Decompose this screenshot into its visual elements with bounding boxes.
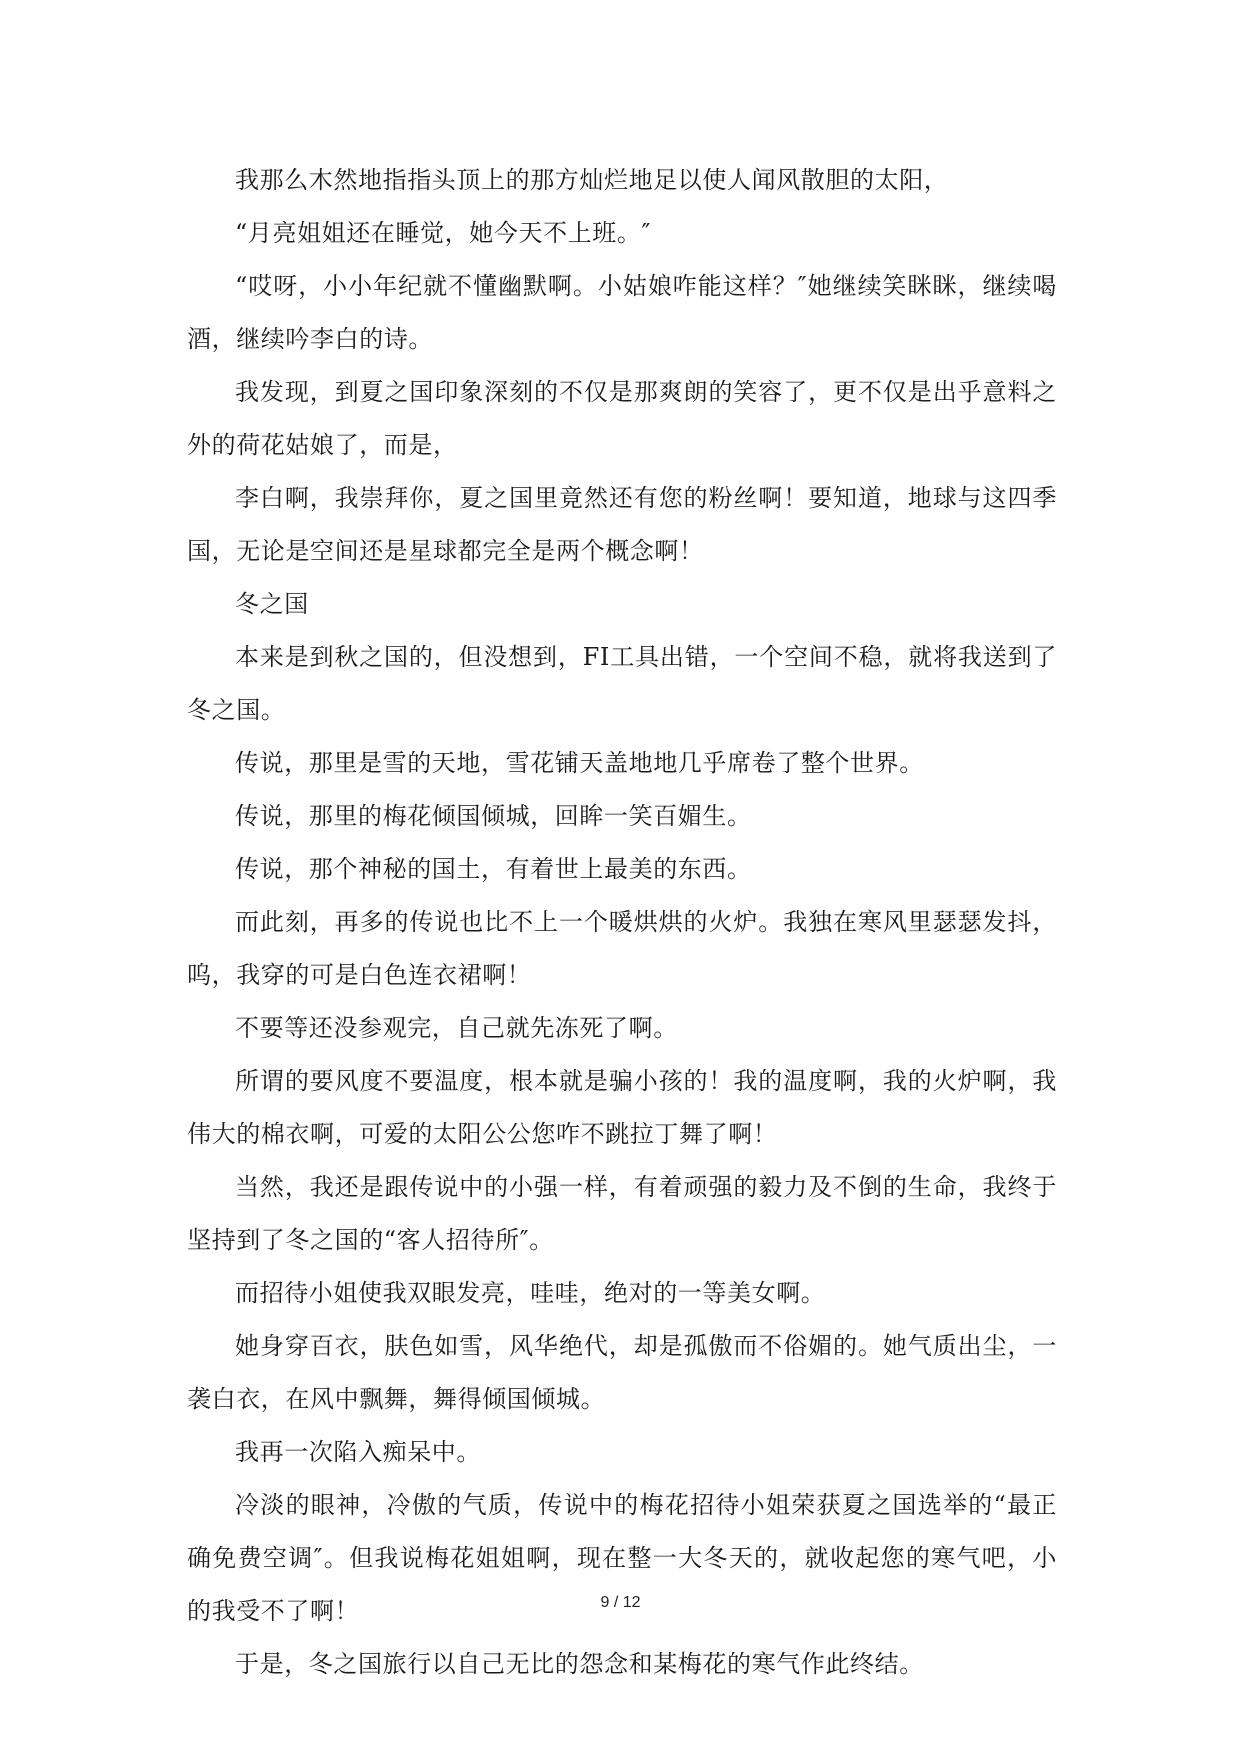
paragraph: 而此刻，再多的传说也比不上一个暖烘烘的火炉。我独在寒风里瑟瑟发抖，呜，我穿的可是白色连衣裙啊！ <box>187 908 1057 989</box>
paragraph: 冷淡的眼神，冷傲的气质，传说中的梅花招待小姐荣获夏之国选举的“最正确免费空调″。但我说梅花姐姐啊，现在整一大冬天的，就收起您的寒气吧，小的我受不了啊！ <box>187 1491 1057 1625</box>
page-number: 9 / 12 <box>600 1594 641 1611</box>
paragraph: 传说，那里是雪的天地，雪花铺天盖地地几乎席卷了整个世界。 <box>235 749 924 777</box>
paragraph: 本来是到秋之国的，但没想到，FI工具出错，一个空间不稳，就将我送到了冬之国。 <box>187 643 1057 724</box>
paragraph: 我那么木然地指指头顶上的那方灿烂地足以使人闻风散胆的太阳， <box>235 166 949 194</box>
section-heading: 冬之国 <box>235 590 309 618</box>
paragraph: 于是，冬之国旅行以自己无比的怨念和某梅花的寒气作此终结。 <box>235 1650 924 1678</box>
paragraph: 传说，那里的梅花倾国倾城，回眸一笑百媚生。 <box>235 802 752 830</box>
page-body <box>187 154 1057 1691</box>
paragraph: 她身穿百衣，肤色如雪，风华绝代，却是孤傲而不俗媚的。她气质出尘，一袭白衣，在风中飘舞，舞得倾国倾城。 <box>187 1332 1057 1413</box>
paragraph: 李白啊，我崇拜你，夏之国里竟然还有您的粉丝啊！要知道，地球与这四季国，无论是空间还是星球都完全是两个概念啊！ <box>187 484 1057 565</box>
paragraph: “哎呀，小小年纪就不懂幽默啊。小姑娘咋能这样？″她继续笑眯眯，继续喝酒，继续吟李白的诗。 <box>187 272 1057 353</box>
paragraph: 不要等还没参观完，自己就先冻死了啊。 <box>235 1014 678 1042</box>
paragraph: 我再一次陷入痴呆中。 <box>235 1438 481 1466</box>
paragraph: 而招待小姐使我双眼发亮，哇哇，绝对的一等美女啊。 <box>235 1279 826 1307</box>
paragraph: 传说，那个神秘的国土，有着世上最美的东西。 <box>235 855 752 883</box>
paragraph: 当然，我还是跟传说中的小强一样，有着顽强的毅力及不倒的生命，我终于坚持到了冬之国的“客人招待所″。 <box>187 1173 1057 1254</box>
paragraph: 我发现，到夏之国印象深刻的不仅是那爽朗的笑容了，更不仅是出乎意料之外的荷花姑娘了，而是， <box>187 378 1057 459</box>
paragraph: 所谓的要风度不要温度，根本就是骗小孩的！我的温度啊，我的火炉啊，我伟大的棉衣啊，可爱的太阳公公您咋不跳拉丁舞了啊！ <box>187 1067 1057 1148</box>
paragraph: “月亮姐姐还在睡觉，她今天不上班。″ <box>235 219 652 247</box>
